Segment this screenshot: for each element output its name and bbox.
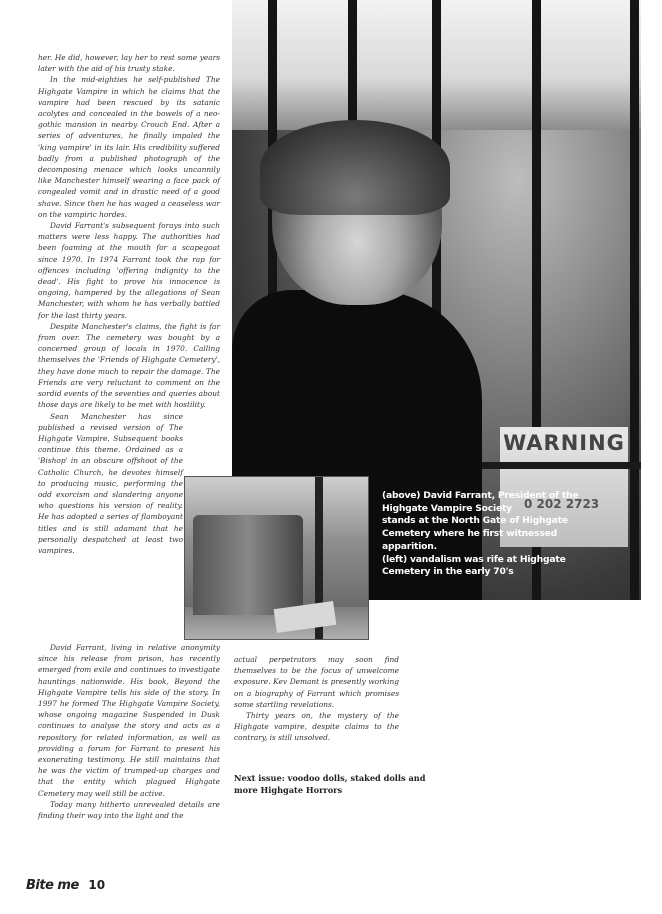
caption-line: stands at the North Gate of Highgate — [382, 515, 568, 527]
caption-line: (left) vandalism was rife at Highgate — [382, 553, 566, 565]
caption-line: apparition. — [382, 540, 437, 552]
article-paragraph: Thirty years on, the mystery of the Highgate vampire, despite claims to the contrary, is still unsolved. — [234, 711, 399, 743]
article-column-right — [234, 654, 399, 744]
magazine-logo: Bite me — [26, 878, 79, 893]
caption-line: Cemetery where he first witnessed — [382, 528, 557, 540]
article-paragraph: her. He did, however, lay her to rest some years later with the aid of his trusty stake. — [38, 53, 220, 74]
photo-caption — [382, 490, 579, 579]
warning-sign-number: 0 202 2723 — [524, 497, 600, 511]
page-footer — [26, 874, 105, 893]
caption-line: (above) David Farrant, President of the — [382, 490, 579, 501]
article-paragraph: In the mid-eighties he self-published The Highgate Vampire in which he claims that the vampire had been rescued by its satanic acolytes and concealed in the bowels of a neo-gothic mansion in nearby Crouch End. After a series of adventures, he finally impaled the 'king vampire' in its lair. His credibility suffered badly from a published photograph of the decomposing menace which looks uncannily like Manchester himself wearing a face pack of congealed vomit and in drastic need of a good shave. Since then he has waged a ceaseless war on the vampiric hordes. — [38, 75, 220, 219]
article-column-left-continued — [38, 642, 220, 821]
caption-line: Cemetery in the early 70's — [382, 566, 514, 578]
article-paragraph: Today many hitherto unrevealed details are finding their way into the light and the — [38, 799, 220, 821]
next-issue-teaser: Next issue: voodoo dolls, staked dolls and more Highgate Horrors — [234, 773, 426, 795]
photo-vandalised-tomb — [184, 476, 369, 640]
article-paragraph: actual perpetrators may soon find themselves to be the focus of unwelcome exposure. Kev Demant is presently working on a biography of Farrant which promises some startling revelations. — [234, 655, 399, 709]
page-number: 10 — [88, 878, 106, 892]
article-paragraph: David Farrant's subsequent forays into such matters were less happy. The authorities had been foaming at the mouth for a scapegoat since 1970. In 1974 Farrant took the rap for offences including 'offering indignity to the dead'. His fight to prove his innocence is ongoing, hampered by the allegations of Sean Manchester, with whom he has verbally battled for the last thirty years. — [38, 221, 220, 320]
warning-sign-text: WARNING — [503, 431, 625, 455]
article-paragraph: David Farrant, living in relative anonymity since his release from prison, has recently emerged from exile and continues to investigate hauntings nationwide. His book, Beyond the Highgate Vampire tells his side of the story. In 1997 he formed The Highgate Vampire Society, whose ongoing magazine Suspended in Dusk continues to analyse the story and acts as a repository for related information, as well as providing a forum for Farrant to present his exonerating testimony. He still maintains that he was the victim of trumped-up charges and that the entity which plagued Highgate Cemetery may well still be active. — [38, 643, 220, 798]
caption-line: Highgate Vampire Society — [382, 502, 512, 514]
article-paragraph: Despite Manchester's claims, the fight is far from over. The cemetery was bought by a concerned group of locals in 1970. Calling themselves the 'Friends of Highgate Cemetery', they have done much to repair the damage. The Friends are very reluctant to comment on the sordid events of the seventies and queries about those days are likely to be met with hostility. — [38, 321, 220, 410]
article-paragraph: Sean Manchester has since published a revised version of The Highgate Vampire. Subsequent books continue this theme. Ordained as a 'Bishop' in an obscure offshoot of the Catholic Church, he devotes himself to producing music, performing the odd exorcism and slandering anyone who questions his version of reality. He has adopted a series of flamboyant titles and is still adamant that he personally despatched at least two vampires. — [38, 411, 183, 555]
